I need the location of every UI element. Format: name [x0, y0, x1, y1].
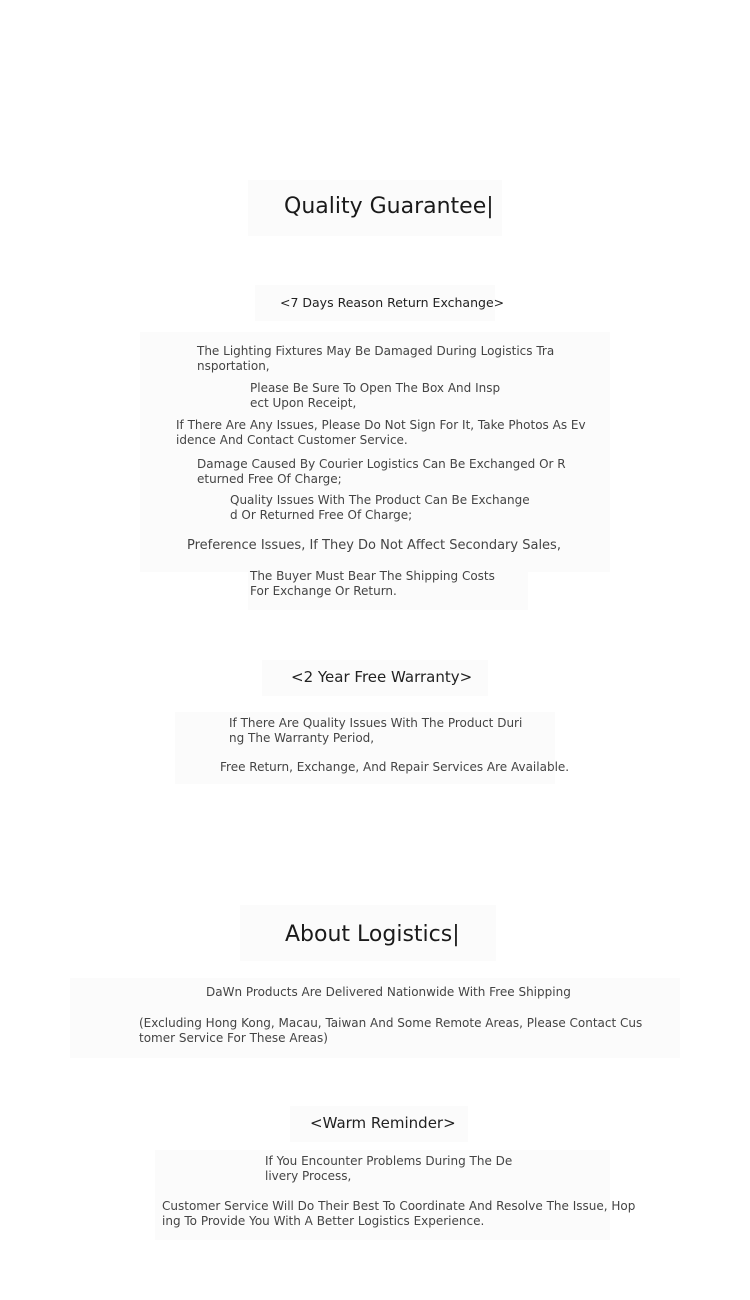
warranty-heading: <2 Year Free Warranty>	[291, 668, 473, 686]
quality-paragraph: The Lighting Fixtures May Be Damaged During Logistics Tra nsportation,	[197, 344, 555, 373]
quality-paragraph: If There Are Any Issues, Please Do Not Sign For It, Take Photos As Ev idence And Contact Customer Service.	[176, 418, 586, 447]
section-title-logistics: About Logistics|	[285, 922, 460, 947]
reminder-paragraph: If You Encounter Problems During The De livery Process,	[265, 1154, 513, 1183]
quality-paragraph: The Buyer Must Bear The Shipping Costs For Exchange Or Return.	[250, 569, 495, 598]
logistics-paragraph: DaWn Products Are Delivered Nationwide With Free Shipping	[206, 985, 571, 999]
reminder-paragraph: Customer Service Will Do Their Best To Coordinate And Resolve The Issue, Hop ing To Provide You With A Better Logistics Experience.	[162, 1199, 636, 1228]
return-heading: <7 Days Reason Return Exchange>	[280, 295, 505, 310]
reminder-heading: <Warm Reminder>	[310, 1114, 456, 1132]
quality-paragraph: Please Be Sure To Open The Box And Insp ect Upon Receipt,	[250, 381, 501, 410]
logistics-paragraph: (Excluding Hong Kong, Macau, Taiwan And Some Remote Areas, Please Contact Cus tomer Service For These Areas)	[139, 1016, 643, 1045]
quality-paragraph: Damage Caused By Courier Logistics Can Be Exchanged Or R eturned Free Of Charge;	[197, 457, 566, 486]
quality-paragraph: Preference Issues, If They Do Not Affect Secondary Sales,	[187, 538, 561, 553]
section-title-quality: Quality Guarantee|	[284, 194, 494, 219]
warranty-paragraph: Free Return, Exchange, And Repair Services Are Available.	[220, 760, 570, 774]
quality-paragraph: Quality Issues With The Product Can Be Exchange d Or Returned Free Of Charge;	[230, 493, 530, 522]
warranty-paragraph: If There Are Quality Issues With The Product Duri ng The Warranty Period,	[229, 716, 523, 745]
